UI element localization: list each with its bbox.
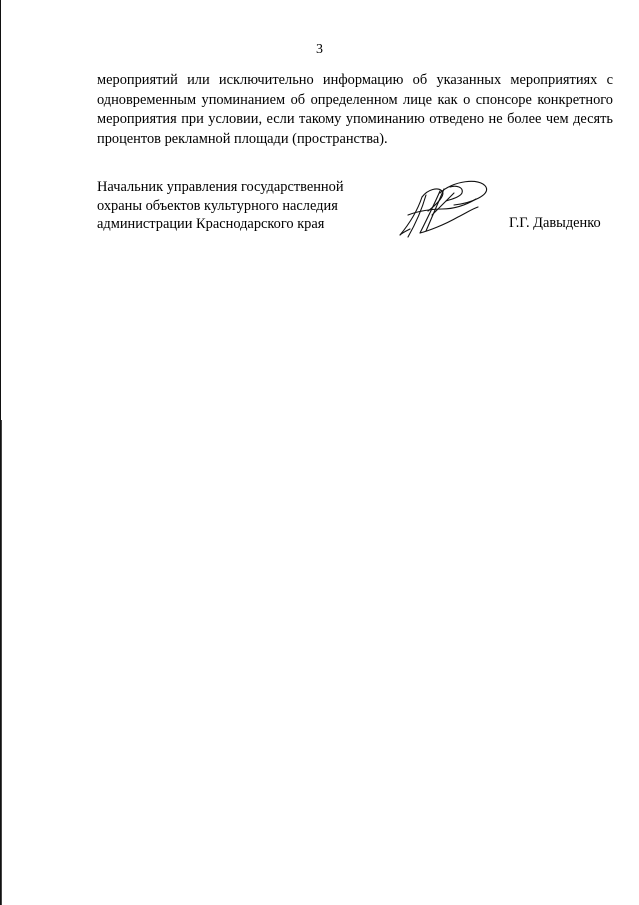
position-line-2: охраны объектов культурного наследия [97,197,338,214]
body-paragraph: мероприятий или исключительно информацию об указанных мероприятиях с одновременным упоминанием об определенном лице как о спонсоре конкретного мероприятия при условии, если такому упоминанию отведено не более чем десять процентов рекламной площади (пространства). [97,72,613,147]
scan-edge-line-secondary [1,420,2,905]
page-number: 3 [316,42,323,57]
position-line-3: администрации Краснодарского края [97,216,325,232]
handwritten-signature [392,175,492,240]
signatory-name: Г.Г. Давыденко [509,215,601,231]
signatory-position [97,178,377,234]
position-line-1: Начальник управления государственной [97,179,344,195]
